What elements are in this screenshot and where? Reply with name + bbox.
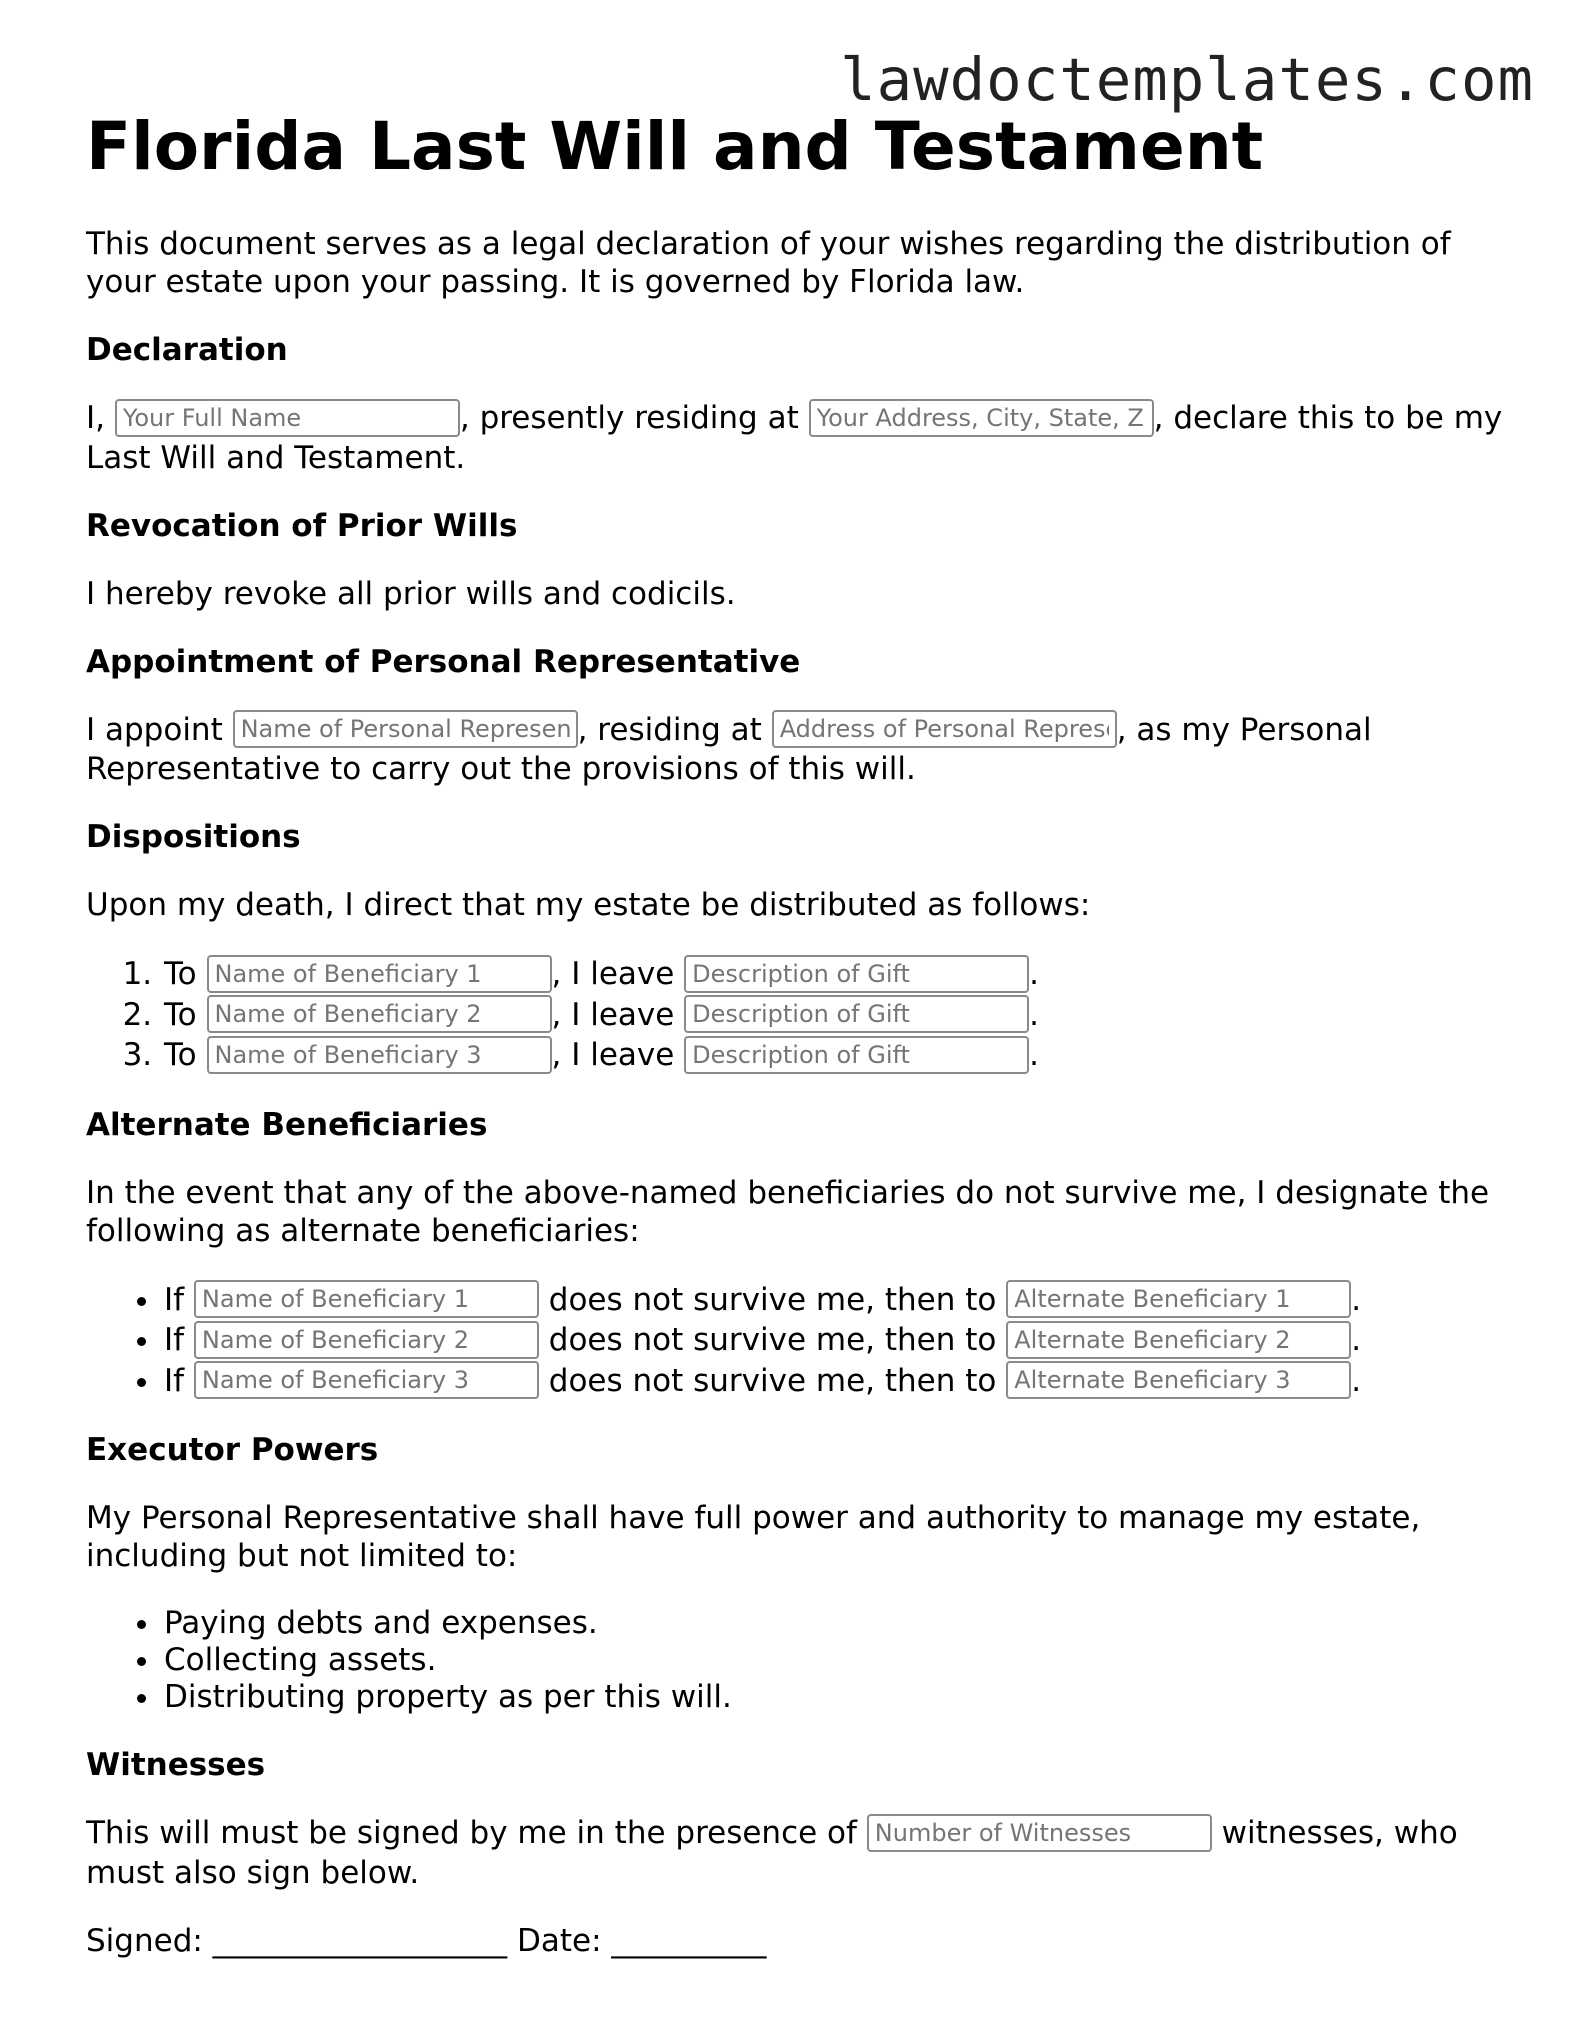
declaration-t1: I, <box>86 400 105 437</box>
executor-intro: My Personal Representative shall have full power and authority to manage my estate, including but not limited to: <box>86 1500 1421 1575</box>
alternate-item <box>162 1320 1516 1361</box>
alternate-item <box>162 1361 1516 1402</box>
gift-item <box>162 995 1516 1036</box>
beneficiary-3-input[interactable] <box>207 1036 552 1074</box>
gift-3-input[interactable] <box>684 1036 1029 1074</box>
period: . <box>1029 956 1040 993</box>
executor-heading: Executor Powers <box>86 1432 379 1469</box>
leave-label: , I leave <box>551 996 675 1033</box>
survive-label: does not survive me, then to <box>548 1322 997 1359</box>
if-label: If <box>164 1322 185 1359</box>
representative-name-input[interactable] <box>233 710 578 748</box>
watermark: lawdoctemplates.com <box>840 45 1534 114</box>
representative-address-input[interactable] <box>772 710 1117 748</box>
period: . <box>1029 1037 1040 1074</box>
alt-beneficiary-1-input[interactable] <box>194 1280 539 1318</box>
witnesses-heading: Witnesses <box>86 1747 266 1784</box>
page-title: Florida Last Will and Testament <box>86 108 1264 185</box>
beneficiary-2-input[interactable] <box>207 995 552 1033</box>
address-input[interactable] <box>809 399 1154 437</box>
beneficiary-1-input[interactable] <box>207 955 552 993</box>
witnesses-text <box>86 1814 1516 1892</box>
to-label: To <box>164 1037 197 1074</box>
revocation-heading: Revocation of Prior Wills <box>86 507 518 544</box>
to-label: To <box>164 996 197 1033</box>
document-page <box>86 108 1516 1960</box>
leave-label: , I leave <box>551 1037 675 1074</box>
if-label: If <box>164 1281 185 1318</box>
appointment-t3: , as my Personal Representative to carry out the provisions of this will. <box>86 711 1372 788</box>
dispositions-intro: Upon my death, I direct that my estate be distributed as follows: <box>86 887 1091 924</box>
witness-count-input[interactable] <box>867 1814 1212 1852</box>
declaration-heading: Declaration <box>86 332 288 369</box>
witnesses-t2: witnesses, who must also sign below. <box>86 1815 1458 1891</box>
alternate-3-input[interactable] <box>1006 1361 1351 1399</box>
alternates-intro: In the event that any of the above-named beneficiaries do not survive me, I designate the following as alternate beneficiaries: <box>86 1174 1490 1249</box>
power-item: • Paying debts and expenses. <box>162 1605 1516 1642</box>
if-label: If <box>164 1362 185 1399</box>
alternate-2-input[interactable] <box>1006 1321 1351 1359</box>
period: . <box>1351 1362 1362 1399</box>
alternate-list <box>86 1280 1516 1402</box>
dispositions-heading: Dispositions <box>86 819 301 856</box>
declaration-t3: , declare this to be my Last Will and Testament. <box>86 400 1503 476</box>
appointment-text <box>86 711 1516 789</box>
alternate-item <box>162 1280 1516 1321</box>
period: . <box>1351 1281 1362 1318</box>
appointment-heading: Appointment of Personal Representative <box>86 643 801 680</box>
gift-2-input[interactable] <box>684 995 1029 1033</box>
declaration-t2: , presently residing at <box>459 400 799 437</box>
gift-item <box>162 954 1516 995</box>
to-label: To <box>164 956 197 993</box>
signature-line: Signed: ___________________ Date: __________ <box>86 1922 767 1959</box>
power-item: • Distributing property as per this will. <box>162 1679 1516 1716</box>
leave-label: , I leave <box>551 956 675 993</box>
appointment-t2: , residing at <box>577 711 762 748</box>
witnesses-t1: This will must be signed by me in the presence of <box>86 1815 857 1852</box>
period: . <box>1351 1322 1362 1359</box>
alt-beneficiary-3-input[interactable] <box>194 1361 539 1399</box>
gift-list <box>86 954 1516 1076</box>
intro-text: This document serves as a legal declaration of your wishes regarding the distribution of your estate upon your passing. It is governed by Florida law. <box>86 226 1451 301</box>
full-name-input[interactable] <box>115 399 460 437</box>
gift-1-input[interactable] <box>684 955 1029 993</box>
declaration-text <box>86 399 1516 477</box>
alternates-heading: Alternate Beneficiaries <box>86 1106 488 1143</box>
powers-list <box>86 1605 1516 1716</box>
period: . <box>1029 996 1040 1033</box>
power-item: • Collecting assets. <box>162 1642 1516 1679</box>
revocation-text: I hereby revoke all prior wills and codicils. <box>86 575 736 612</box>
gift-item <box>162 1035 1516 1076</box>
alt-beneficiary-2-input[interactable] <box>194 1321 539 1359</box>
survive-label: does not survive me, then to <box>548 1362 997 1399</box>
appointment-t1: I appoint <box>86 711 223 748</box>
survive-label: does not survive me, then to <box>548 1281 997 1318</box>
alternate-1-input[interactable] <box>1006 1280 1351 1318</box>
